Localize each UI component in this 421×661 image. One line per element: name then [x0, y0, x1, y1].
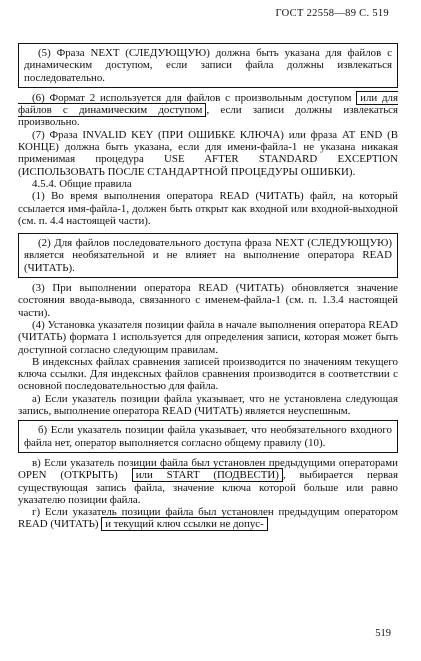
boxed-general-rule-2: (2) Для файлов последовательного доступа фраза NEXT (СЛЕДУЮЩУЮ) является необязательной и не влияет на выполнение оператора READ (ЧИТАТЬ). [18, 233, 398, 278]
rule-item-v [18, 457, 398, 506]
paragraph-6 [18, 92, 398, 129]
rule-item-g [18, 506, 398, 531]
boxed-rule-item-b: б) Если указатель позиции файла указывает, что необязательного входного файла нет, оператор выполняется согласно общему правилу (10). [18, 420, 398, 453]
rule-item-g-text-a: г) Если указатель позиции файла был установлен предыдущим оператором READ (ЧИТАТЬ) [18, 506, 398, 531]
rule-item-v-text-a: в) Если указатель позиции файла был установлен предыдущими операторами OPEN (ОТКРЫТЬ) [18, 456, 398, 482]
paragraph-6-text-b: , если записи должны извлекаться произвольно. [18, 104, 399, 129]
general-rule-3: (3) При выполнении оператора READ (ЧИТАТЬ) обновляется значение состояния ввода-вывода, связанного с именем-файла-1 (см. п. 1.3.4 настоящей части). [18, 282, 398, 319]
rule-item-g-boxed-text: и текущий ключ ссылки не допус- [101, 517, 268, 531]
paragraph-6-text-a: (6) Формат 2 используется для файлов с произвольным доступом [32, 91, 357, 104]
page-header: ГОСТ 22558—89 С. 519 [275, 8, 389, 19]
paragraph-7: (7) Фраза INVALID KEY (ПРИ ОШИБКЕ КЛЮЧА) или фраза AT END (В КОНЦЕ) должна быть указана, если для имени-файла-1 не указана никакая применимая процедура USE AFTER STANDARD EXCEPTION (ИСПОЛЬЗОВАТЬ ПОСЛЕ СТАНДАРТНОЙ ПРОЦЕДУРЫ ОШИБКИ). [18, 128, 398, 178]
rule-item-a: а) Если указатель позиции файла указывает, что не установлена следующая запись, выполнение оператора READ (ЧИТАТЬ) является неуспешным. [18, 392, 398, 418]
general-rule-4: (4) Установка указателя позиции файла в начале выполнения оператора READ (ЧИТАТЬ) формата 1 используется для определения записи, которая может быть доступной согласно следующим правилам. [18, 318, 398, 356]
general-rule-1: (1) Во время выполнения оператора READ (ЧИТАТЬ) файл, на который ссылается имя-файла-1, должен быть открыт как входной или входной-выходной (см. п. 4.4 настоящей части). [18, 190, 398, 227]
rule-item-v-boxed-text: или START (ПОДВЕСТИ) [132, 468, 283, 482]
paragraph-6-boxed-text: или для файлов с динамическим доступом [18, 91, 398, 117]
page-content [18, 40, 398, 531]
page-number: 519 [375, 628, 391, 639]
section-title: 4.5.4. Общие правила [32, 177, 132, 190]
rule-item-v-text-b: , выбирается первая существующая запись файла, значение ключа которой больше или равно указателю позиции файла. [18, 469, 398, 506]
boxed-paragraph-5: (5) Фраза NEXT (СЛЕДУЮЩУЮ) должна быть указана для файлов с динамическим доступом, если записи файла должны извлекаться последовательно. [18, 43, 398, 88]
paragraph-indexed-files: В индексных файлах сравнения записей производится по значениям текущего ключа ссылки. Для индексных файлов сравнения производится в соответствии с основной последовательностью для файла. [18, 355, 398, 393]
